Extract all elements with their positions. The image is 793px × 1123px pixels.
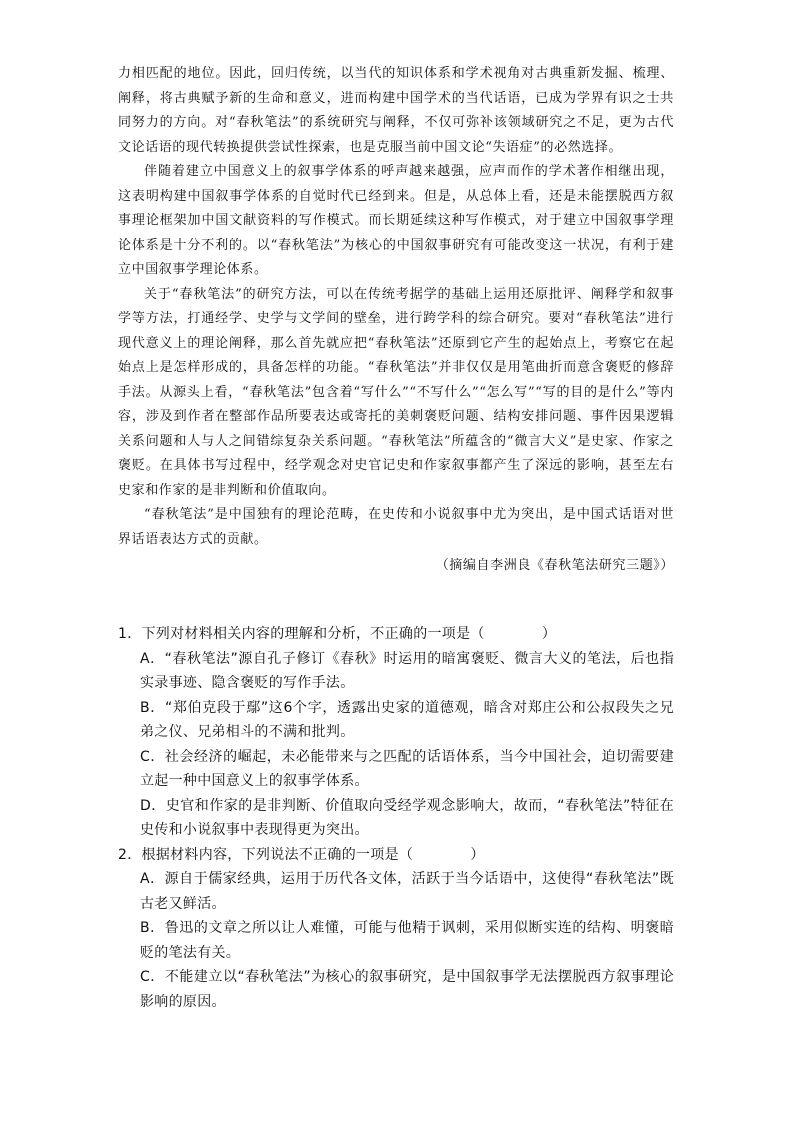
passage-paragraph: “春秋笔法”是中国独有的理论范畴，在史传和小说叙事中尤为突出，是中国式话语对世界话语表达方式的贡献。: [118, 507, 674, 547]
passage-paragraph: 关于“春秋笔法”的研究方法，可以在传统考据学的基础上运用还原批评、阐释学和叙事学等方法，打通经学、史学与文学间的壁垒，进行跨学科的综合研究。要对“春秋笔法”进行现代意义上的理论阐释，那么首先就应把“春秋笔法”还原到它产生的起始点上，考察它在起始点上是怎样形成的，具备怎样的功能。“春秋笔法”并非仅仅是用笔曲折而意含褒贬的修辞手法。从源头上看，“春秋笔法”包含着“写什么”“不写什么”“怎么写”“写的目的是什么”等内容，涉及到作者在整部作品所要表达或寄托的美刺褒贬问题、结构安排问题、事件因果逻辑关系问题和人与人之间错综复杂关系问题。“春秋笔法”所蕴含的“微言大义”是史家、作家之褒贬。在具体书写过程中，经学观念对史官记史和作家叙事都产生了深远的影响，甚至左右史家和作家的是非判断和价值取向。: [118, 286, 674, 498]
passage-source: （摘编自李洲良《春秋笔法研究三题》）: [435, 558, 674, 573]
option-a: A．“春秋笔法”源自孔子修订《春秋》时运用的暗寓褒贬、微言大义的笔法，后也指实录事迹、隐含褒贬的写作手法。: [140, 650, 674, 691]
option-b: B．鲁迅的文章之所以让人难懂，可能与他精于讽刺，采用似断实连的结构、明褒暗贬的笔法有关。: [140, 920, 674, 961]
option-b: B．“郑伯克段于鄢”这6个字，透露出史家的道德观，暗含对郑庄公和公叔段失之兄弟之仪、兄弟相斗的不满和批判。: [140, 699, 674, 740]
passage-paragraph: 伴随着建立中国意义上的叙事学体系的呼声越来越强，应声而作的学术著作相继出现，这表明构建中国叙事学体系的自觉时代已经到来。但是，从总体上看，还是未能摆脱西方叙事理论框架加中国文献资料的写作模式。而长期延续这种写作模式，对于建立中国叙事学理论体系是十分不利的。以“春秋笔法”为核心的中国叙事研究有可能改变这一状况，有利于建立中国叙事学理论体系。: [118, 164, 674, 277]
option-d: D．史官和作家的是非判断、价值取向受经学观念影响大，故而，“春秋笔法”特征在史传和小说叙事中表现得更为突出。: [140, 797, 674, 838]
question-2: [118, 843, 674, 1015]
question-1: [118, 622, 674, 843]
passage-paragraph: 力相匹配的地位。因此，回归传统，以当代的知识体系和学术视角对古典重新发掘、梳理、阐释，将古典赋予新的生命和意义，进而构建中国学术的当代话语，已成为学界有识之士共同努力的方向。对“春秋笔法”的系统研究与阐释，不仅可弥补该领域研究之不足，更为古代文论话语的现代转换提供尝试性探索，也是克服当前中国文论“失语症”的必然选择。: [118, 66, 674, 155]
option-c: C．社会经济的崛起，未必能带来与之匹配的话语体系，当今中国社会，迫切需要建立起一种中国意义上的叙事学体系。: [140, 748, 674, 789]
option-a: A．源自于儒家经典，运用于历代各文体，活跃于当今话语中，这使得“春秋笔法”既古老又鲜活。: [140, 871, 674, 912]
question-stem: 2．根据材料内容，下列说法不正确的一项是（ ）: [118, 846, 485, 863]
option-c: C．不能建立以“春秋笔法”为核心的叙事研究，是中国叙事学无法摆脱西方叙事理论影响的原因。: [140, 969, 674, 1010]
question-list: [118, 622, 674, 1014]
question-stem: 1．下列对材料相关内容的理解和分析，不正确的一项是（ ）: [118, 626, 557, 642]
reading-passage: [118, 62, 674, 579]
